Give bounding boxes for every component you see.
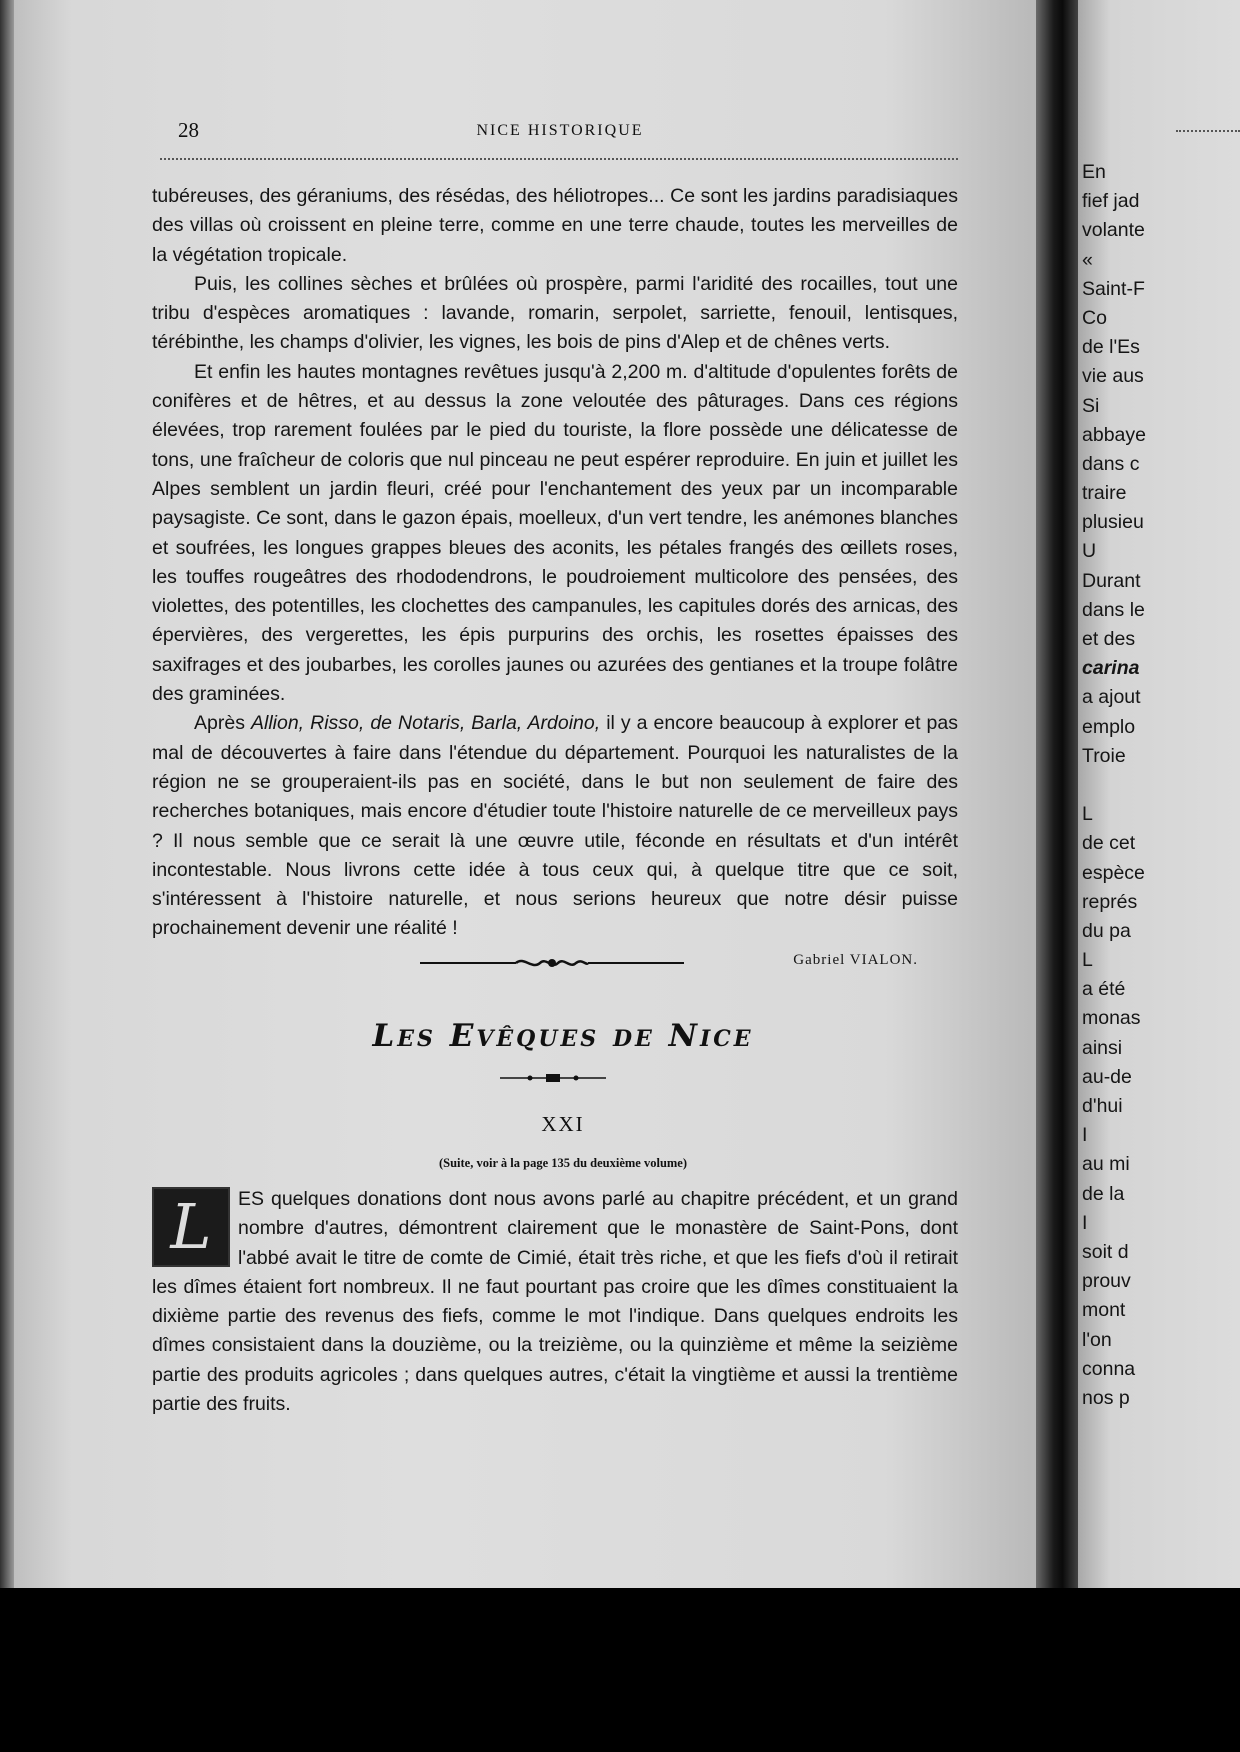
right-line: vie aus [1082, 365, 1144, 388]
paragraph: Puis, les collines sèches et brûlées où prospère, parmi l'aridité des rocailles, tout une tribu d'espèces aromatiques : lavande, romarin, serpolet, sarriette, fenouil, lentisques, térébinthe, les champs d'olivier, les vignes, les bois de pins d'Alep et de chênes verts. [152, 272, 958, 354]
running-head [160, 118, 960, 148]
right-line: et des [1082, 628, 1136, 650]
right-line: Saint-F [1082, 277, 1145, 300]
naturalist-names: Allion, Risso, de Notaris, Barla, Ardoino, [250, 712, 601, 735]
right-line: au-de [1082, 1065, 1132, 1088]
divider-ornament [420, 954, 684, 972]
right-line: « [1082, 248, 1093, 271]
right-line: dans le [1082, 598, 1145, 621]
right-line: dans c [1082, 452, 1140, 475]
right-line: du pa [1082, 919, 1131, 942]
right-line: mont [1082, 1299, 1126, 1322]
small-ornament [500, 1072, 606, 1084]
section-title: Les Evêques de Nice [372, 1018, 754, 1054]
chapter-body [152, 1185, 958, 1419]
right-line: l'on [1082, 1328, 1112, 1351]
right-line: U [1082, 540, 1097, 563]
right-line: de cet [1082, 832, 1136, 855]
right-line: espèce [1082, 861, 1145, 884]
continuation-note: (Suite, voir à la page 135 du deuxième volume) [438, 1156, 688, 1170]
header-rule [160, 158, 958, 160]
right-line: emplo [1082, 715, 1136, 738]
right-line: L [1082, 803, 1093, 826]
right-line: Troie [1082, 744, 1126, 767]
first-word-rest: ES [238, 1188, 265, 1210]
right-line: Si [1082, 394, 1100, 417]
right-page-rule [1176, 130, 1240, 132]
right-line: carina [1082, 657, 1140, 680]
chapter-paragraph: quelques donations dont nous avons parlé au chapitre précédent, et un grand nombre d'autres, démontrent clairement que le monastère de Saint-Pons, dont l'abbé avait le titre de comte de Cimié, était très riche, et que les fiefs d'où il retirait les dîmes étaient fort nombreux. Il ne faut pourtant pas croire que les dîmes constituaient la dixième partie des revenus des fiefs, comme le mot l'indique. Dans quelques endroits les dîmes consistaient dans la douzième, ou la treizième, ou la quinzième et même la seizième partie des produits agricoles ; dans quelques autres, c'était la vingtième et aussi la trentième partie des fruits. [152, 1188, 958, 1416]
right-line: plusieu [1082, 511, 1144, 534]
article-body [152, 182, 958, 975]
right-line [1082, 771, 1240, 800]
book-edge [0, 0, 14, 1588]
drop-cap: L [152, 1187, 230, 1267]
right-page-text [1082, 158, 1240, 1413]
right-line: nos p [1082, 1386, 1130, 1409]
book-gutter [1036, 0, 1080, 1588]
right-line: conna [1082, 1357, 1136, 1380]
chapter-number: XXI [541, 1112, 585, 1136]
right-line: fief jad [1082, 190, 1140, 213]
right-line: de la [1082, 1182, 1125, 1205]
paragraph-final [152, 709, 958, 943]
right-line: de l'Es [1082, 336, 1140, 359]
right-line: En [1082, 161, 1106, 183]
paragraph-rest: il y a encore beaucoup à explorer et pas mal de découvertes à faire dans l'étendue du département. Pourquoi les naturalistes de la région ne se grouperaient-ils pas en société, dans le but non seulement de faire des recherches botaniques, mais encore d'étudier toute l'histoire naturelle de ce merveilleux pays ? Il nous semble que ce serait là une œuvre utile, féconde en résultats et d'un intérêt incontestable. Nous livrons cette idée à tous ceux qui, à quelque titre que ce soit, s'intéressent à l'histoire naturelle, et nous serions heureux que notre désir puisse prochainement devenir une réalité ! [152, 712, 958, 940]
right-line: Durant [1082, 569, 1141, 592]
paragraph-lead: Après [194, 712, 251, 735]
right-line: a été [1082, 978, 1126, 1001]
author-signature: Gabriel VIALON. [793, 951, 918, 968]
paragraph: tubéreuses, des géraniums, des résédas, des héliotropes... Ce sont les jardins paradisiaques des villas où croissent en pleine terre, comme en une terre chaude, toutes les merveilles de la végétation tropicale. [152, 185, 958, 266]
right-line: a ajout [1082, 686, 1141, 709]
right-line: Co [1082, 306, 1107, 329]
right-line: au mi [1082, 1153, 1130, 1176]
right-line: L [1082, 949, 1093, 972]
right-line: ainsi [1082, 1036, 1123, 1059]
right-line: soit d [1082, 1240, 1129, 1263]
right-line: prouv [1082, 1270, 1131, 1293]
right-line: monas [1082, 1007, 1141, 1030]
page-number: 28 [178, 118, 199, 142]
right-line: I [1082, 1124, 1088, 1147]
right-line: représ [1082, 890, 1138, 913]
running-title: NICE HISTORIQUE [476, 122, 644, 139]
right-line: traire [1082, 482, 1127, 505]
right-line: volante [1082, 219, 1145, 242]
right-line: I [1082, 1211, 1088, 1234]
right-line: d'hui [1082, 1095, 1123, 1117]
right-line: abbaye [1082, 423, 1146, 446]
paragraph: Et enfin les hautes montagnes revêtues jusqu'à 2,200 m. d'altitude d'opulentes forêts de conifères et de hêtres, et au dessus la zone veloutée des pâturages. Dans ces régions élevées, trop rarement foulées par le pied du touriste, la flore possède une délicatesse de tons, une fraîcheur de coloris que nul pinceau ne peut espérer reproduire. En juin et juillet les Alpes semblent un jardin fleuri, créé pour l'enchantement des yeux par un incomparable paysagiste. Ce sont, dans le gazon épais, moelleux, d'un vert tendre, les anémones blanches et soufrées, les longues grappes bleues des aconits, les pétales frangés des œillets roses, les touffes rougeâtres des rhododendrons, le poudroiement multicolore des pensées, des violettes, des potentilles, les clochettes des campanules, les capitules dorés des arnicas, des épervières, des vergerettes, les épis purpurins des orchis, les rosettes épaisses des saxifrages et des joubarbes, les corolles jaunes ou azurées des gentianes et la troupe folâtre des graminées. [152, 360, 958, 706]
